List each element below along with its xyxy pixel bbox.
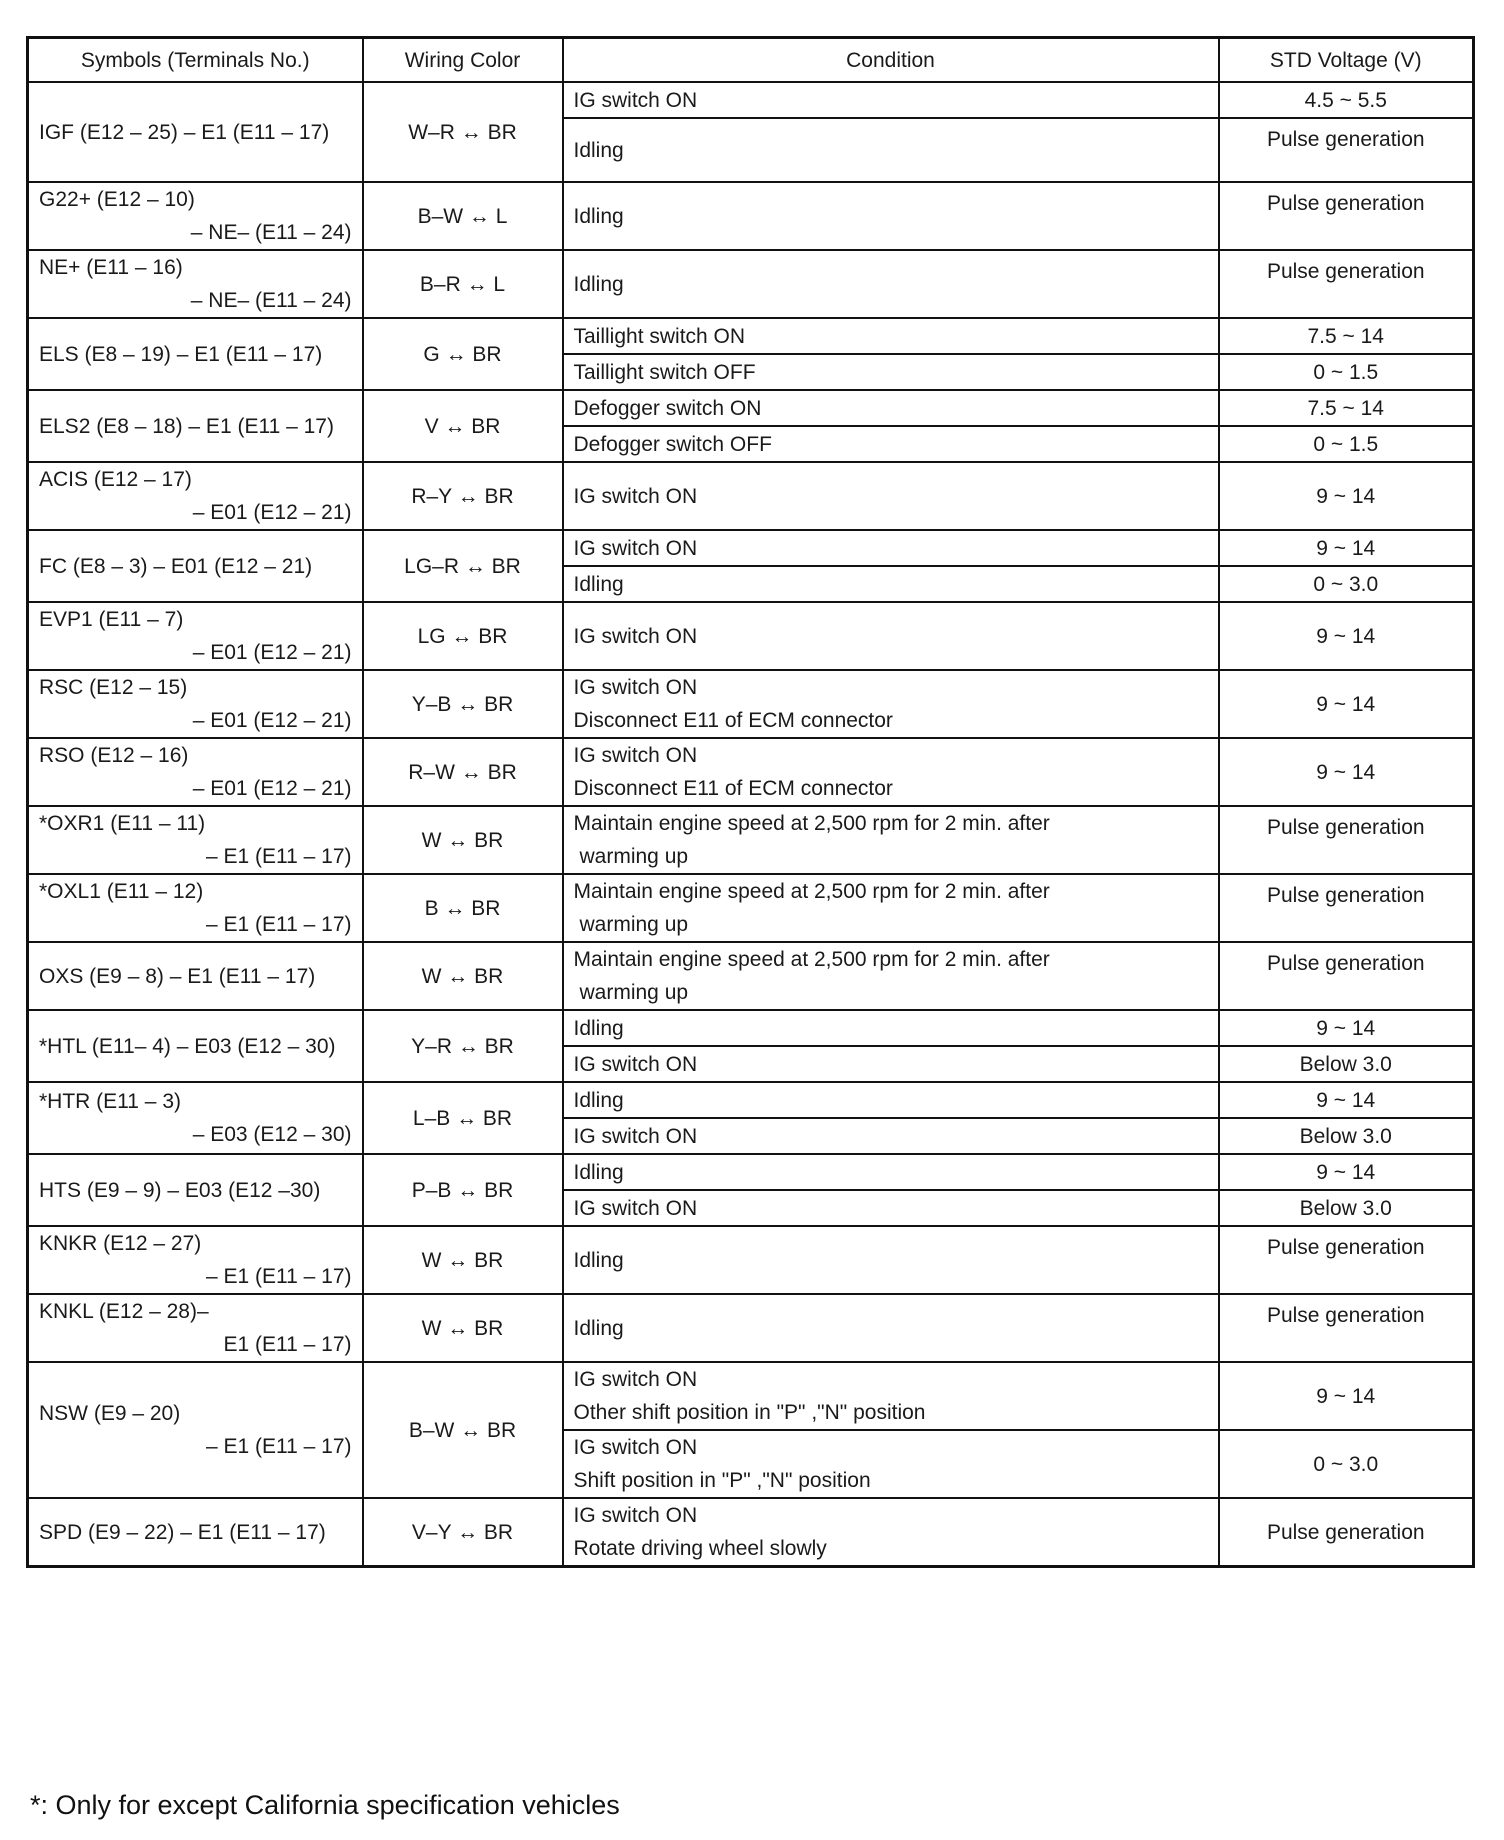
condition-cell: Idling: [563, 118, 1219, 182]
wiring-color-cell: L–B ↔ BR: [363, 1082, 563, 1154]
condition-cell: IG switch ON: [563, 82, 1219, 118]
voltage-cell: 0 ~ 1.5: [1219, 426, 1474, 462]
table-row: [28, 390, 1474, 426]
symbol-cell: *OXR1 (E11 – 11) – E1 (E11 – 17): [28, 806, 363, 874]
header-row: [28, 38, 1474, 83]
condition-cell: IG switch ON: [563, 1190, 1219, 1226]
wiring-color-cell: B–W ↔ L: [363, 182, 563, 250]
condition-cell: IG switch ON: [563, 1046, 1219, 1082]
voltage-cell: 0 ~ 1.5: [1219, 354, 1474, 390]
voltage-cell: Pulse generation: [1219, 182, 1474, 250]
condition-cell: Idling: [563, 1010, 1219, 1046]
symbol-cell: IGF (E12 – 25) – E1 (E11 – 17): [28, 82, 363, 182]
symbol-cell: RSC (E12 – 15) – E01 (E12 – 21): [28, 670, 363, 738]
condition-cell: IG switch ON Disconnect E11 of ECM connector: [563, 670, 1219, 738]
table-row: [28, 942, 1474, 1010]
voltage-cell: 9 ~ 14: [1219, 738, 1474, 806]
symbol-cell: NE+ (E11 – 16) – NE– (E11 – 24): [28, 250, 363, 318]
voltage-cell: 9 ~ 14: [1219, 462, 1474, 530]
table-row: [28, 738, 1474, 806]
symbol-cell: NSW (E9 – 20) – E1 (E11 – 17): [28, 1362, 363, 1498]
voltage-cell: 7.5 ~ 14: [1219, 318, 1474, 354]
header-condition: Condition: [563, 38, 1219, 83]
voltage-cell: Pulse generation: [1219, 942, 1474, 1010]
table-row: [28, 250, 1474, 318]
header-std-voltage: STD Voltage (V): [1219, 38, 1474, 83]
table-row: [28, 1082, 1474, 1118]
condition-cell: Idling: [563, 1154, 1219, 1190]
condition-cell: Idling: [563, 1294, 1219, 1362]
wiring-color-cell: Y–R ↔ BR: [363, 1010, 563, 1082]
symbol-cell: *OXL1 (E11 – 12) – E1 (E11 – 17): [28, 874, 363, 942]
voltage-cell: Pulse generation: [1219, 1294, 1474, 1362]
table-row: [28, 670, 1474, 738]
symbol-cell: FC (E8 – 3) – E01 (E12 – 21): [28, 530, 363, 602]
wiring-color-cell: W ↔ BR: [363, 942, 563, 1010]
condition-cell: Defogger switch OFF: [563, 426, 1219, 462]
symbol-cell: HTS (E9 – 9) – E03 (E12 –30): [28, 1154, 363, 1226]
header-wiring-color: Wiring Color: [363, 38, 563, 83]
table-row: [28, 1498, 1474, 1567]
voltage-cell: Below 3.0: [1219, 1046, 1474, 1082]
table-row: [28, 462, 1474, 530]
condition-cell: IG switch ON Shift position in "P" ,"N" position: [563, 1430, 1219, 1498]
condition-cell: Maintain engine speed at 2,500 rpm for 2 min. after warming up: [563, 942, 1219, 1010]
condition-cell: Defogger switch ON: [563, 390, 1219, 426]
condition-cell: Taillight switch OFF: [563, 354, 1219, 390]
wiring-color-cell: G ↔ BR: [363, 318, 563, 390]
voltage-cell: 9 ~ 14: [1219, 670, 1474, 738]
symbol-cell: RSO (E12 – 16) – E01 (E12 – 21): [28, 738, 363, 806]
symbol-cell: ACIS (E12 – 17) – E01 (E12 – 21): [28, 462, 363, 530]
wiring-color-cell: B ↔ BR: [363, 874, 563, 942]
terminal-voltage-sheet: [26, 36, 1472, 1568]
wiring-color-cell: W ↔ BR: [363, 1294, 563, 1362]
voltage-cell: 9 ~ 14: [1219, 1082, 1474, 1118]
symbol-cell: ELS2 (E8 – 18) – E1 (E11 – 17): [28, 390, 363, 462]
wiring-color-cell: LG–R ↔ BR: [363, 530, 563, 602]
voltage-cell: 0 ~ 3.0: [1219, 1430, 1474, 1498]
voltage-cell: 7.5 ~ 14: [1219, 390, 1474, 426]
wiring-color-cell: LG ↔ BR: [363, 602, 563, 670]
wiring-color-cell: P–B ↔ BR: [363, 1154, 563, 1226]
condition-cell: IG switch ON: [563, 1118, 1219, 1154]
condition-cell: Idling: [563, 1226, 1219, 1294]
symbol-cell: SPD (E9 – 22) – E1 (E11 – 17): [28, 1498, 363, 1567]
table-row: [28, 1226, 1474, 1294]
condition-cell: Maintain engine speed at 2,500 rpm for 2 min. after warming up: [563, 874, 1219, 942]
voltage-cell: Pulse generation: [1219, 1226, 1474, 1294]
voltage-cell: Pulse generation: [1219, 874, 1474, 942]
table-row: [28, 874, 1474, 942]
voltage-cell: 9 ~ 14: [1219, 1154, 1474, 1190]
condition-cell: IG switch ON: [563, 530, 1219, 566]
symbol-cell: KNKL (E12 – 28)– E1 (E11 – 17): [28, 1294, 363, 1362]
terminal-voltage-table: [26, 36, 1475, 1568]
table-row: [28, 602, 1474, 670]
table-row: [28, 318, 1474, 354]
voltage-cell: 9 ~ 14: [1219, 1010, 1474, 1046]
condition-cell: Idling: [563, 182, 1219, 250]
wiring-color-cell: B–R ↔ L: [363, 250, 563, 318]
footnote: *: Only for except California specification vehicles: [30, 1790, 620, 1820]
table-row: [28, 530, 1474, 566]
condition-cell: IG switch ON: [563, 462, 1219, 530]
wiring-color-cell: W ↔ BR: [363, 806, 563, 874]
symbol-cell: *HTR (E11 – 3) – E03 (E12 – 30): [28, 1082, 363, 1154]
voltage-cell: Below 3.0: [1219, 1190, 1474, 1226]
voltage-cell: 4.5 ~ 5.5: [1219, 82, 1474, 118]
condition-cell: Maintain engine speed at 2,500 rpm for 2 min. after warming up: [563, 806, 1219, 874]
table-row: [28, 182, 1474, 250]
voltage-cell: Pulse generation: [1219, 118, 1474, 182]
wiring-color-cell: R–W ↔ BR: [363, 738, 563, 806]
symbol-cell: EVP1 (E11 – 7) – E01 (E12 – 21): [28, 602, 363, 670]
voltage-cell: 9 ~ 14: [1219, 530, 1474, 566]
condition-cell: Idling: [563, 250, 1219, 318]
condition-cell: IG switch ON: [563, 602, 1219, 670]
symbol-cell: OXS (E9 – 8) – E1 (E11 – 17): [28, 942, 363, 1010]
table-row: [28, 1362, 1474, 1430]
symbol-cell: ELS (E8 – 19) – E1 (E11 – 17): [28, 318, 363, 390]
voltage-cell: 0 ~ 3.0: [1219, 566, 1474, 602]
condition-cell: IG switch ON Rotate driving wheel slowly: [563, 1498, 1219, 1567]
table-row: [28, 1154, 1474, 1190]
voltage-cell: Pulse generation: [1219, 806, 1474, 874]
header-symbols: Symbols (Terminals No.): [28, 38, 363, 83]
condition-cell: Taillight switch ON: [563, 318, 1219, 354]
condition-cell: IG switch ON Disconnect E11 of ECM connector: [563, 738, 1219, 806]
symbol-cell: *HTL (E11– 4) – E03 (E12 – 30): [28, 1010, 363, 1082]
wiring-color-cell: V ↔ BR: [363, 390, 563, 462]
table-row: [28, 1010, 1474, 1046]
voltage-cell: Pulse generation: [1219, 250, 1474, 318]
wiring-color-cell: Y–B ↔ BR: [363, 670, 563, 738]
condition-cell: IG switch ON Other shift position in "P" ,"N" position: [563, 1362, 1219, 1430]
voltage-cell: 9 ~ 14: [1219, 602, 1474, 670]
voltage-cell: Pulse generation: [1219, 1498, 1474, 1567]
wiring-color-cell: V–Y ↔ BR: [363, 1498, 563, 1567]
wiring-color-cell: B–W ↔ BR: [363, 1362, 563, 1498]
table-row: [28, 82, 1474, 118]
table-row: [28, 806, 1474, 874]
voltage-cell: 9 ~ 14: [1219, 1362, 1474, 1430]
table-row: [28, 1294, 1474, 1362]
condition-cell: Idling: [563, 1082, 1219, 1118]
voltage-cell: Below 3.0: [1219, 1118, 1474, 1154]
symbol-cell: KNKR (E12 – 27) – E1 (E11 – 17): [28, 1226, 363, 1294]
symbol-cell: G22+ (E12 – 10) – NE– (E11 – 24): [28, 182, 363, 250]
wiring-color-cell: R–Y ↔ BR: [363, 462, 563, 530]
condition-cell: Idling: [563, 566, 1219, 602]
wiring-color-cell: W ↔ BR: [363, 1226, 563, 1294]
wiring-color-cell: W–R ↔ BR: [363, 82, 563, 182]
